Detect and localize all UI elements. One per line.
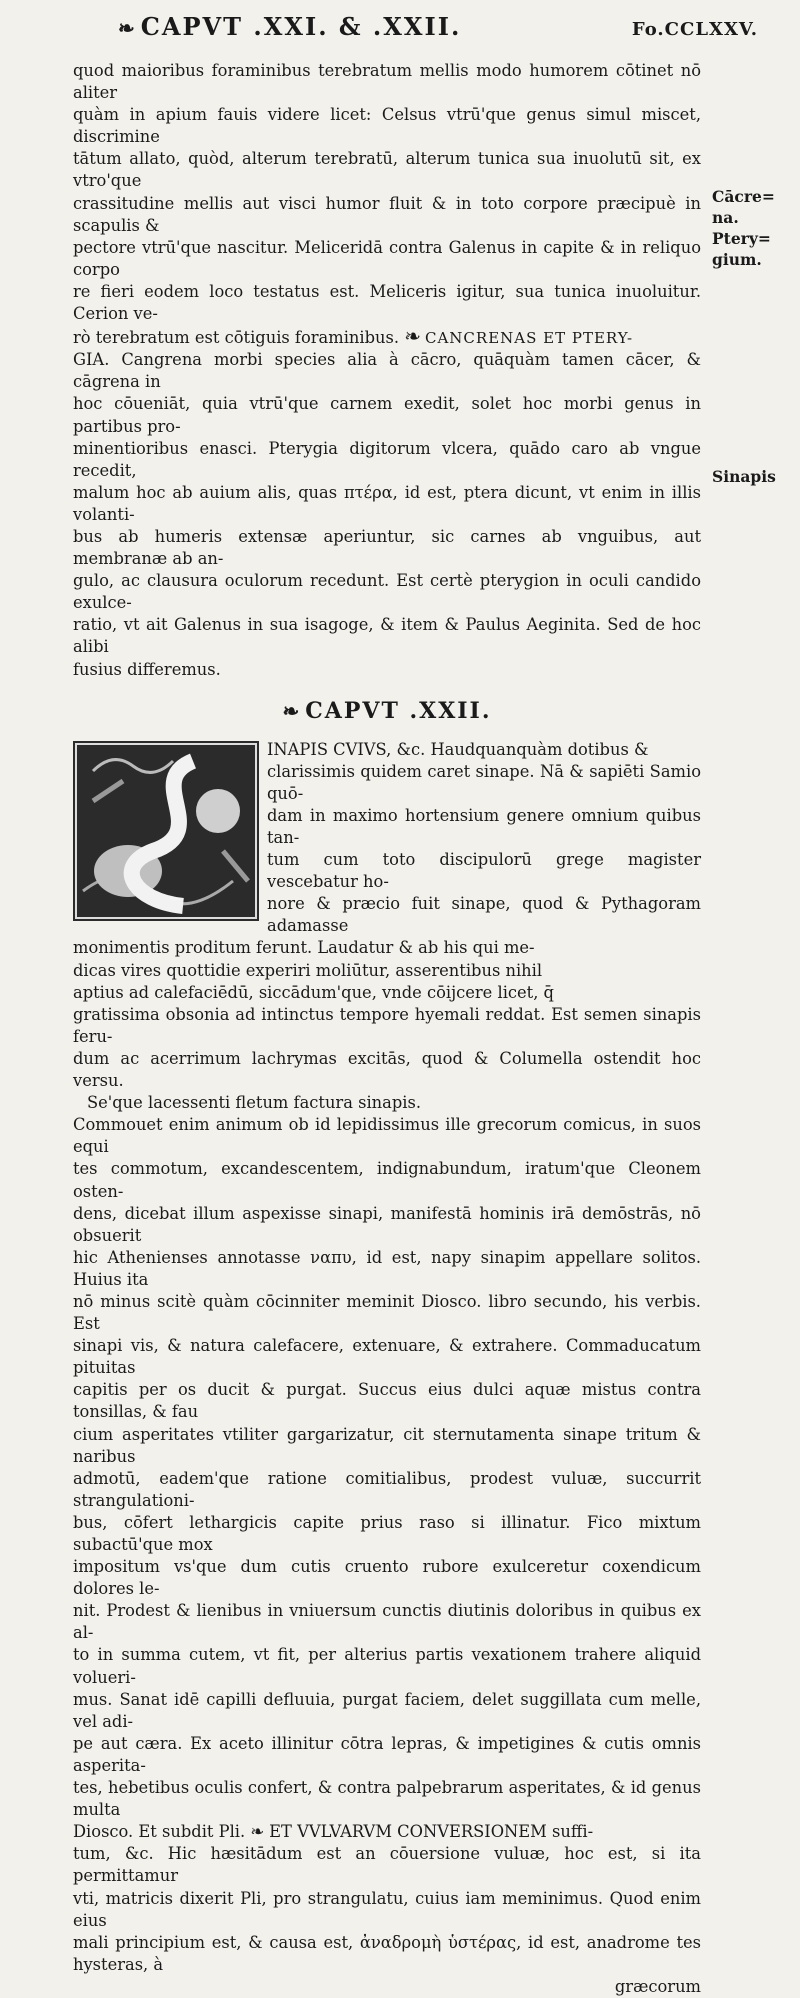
text-line: sinapi vis, & natura calefacere, extenuare, & extrahere. Commaducatum pituitas bbox=[73, 1336, 701, 1378]
margin-line: gium. bbox=[712, 250, 762, 269]
margin-line: na. bbox=[712, 208, 739, 227]
text-line: to in summa cutem, vt fit, per alterius partis vexationem trahere aliquid volueri- bbox=[73, 1645, 701, 1687]
text-line: dicas vires quottidie experiri moliūtur, asserentibus nihil bbox=[73, 960, 543, 980]
text-line: mali principium est, & causa est, ἀναδρομὴ ὑστέρας, id est, anadrome tes hysteras, à bbox=[73, 1932, 701, 1974]
text-line: clarissimis quidem caret sinape. Nā & sapiēti Samio quō- bbox=[267, 761, 701, 803]
text-line: mus. Sanat idē capilli defluuia, purgat faciem, delet suggillata cum melle, vel adi- bbox=[73, 1689, 701, 1731]
text-line: capitis per os ducit & purgat. Succus eius dulci aquæ mistus contra tonsillas, & fau bbox=[73, 1380, 701, 1422]
text-line bbox=[73, 325, 701, 349]
decorated-initial-s bbox=[73, 741, 259, 921]
text-line: dum ac acerrimum lachrymas excitās, quod & Columella ostendit hoc versu. bbox=[73, 1048, 701, 1091]
text-line: nore & præcio fuit sinape, quod & Pythagoram adamasse bbox=[267, 894, 701, 936]
text-line: impositum vs'que dum cutis cruento rubore exulceretur coxendicum dolores le- bbox=[73, 1557, 701, 1599]
main-text-block bbox=[73, 60, 701, 1998]
text-line: vti, matricis dixerit Pli, pro strangulatu, cuius iam meminimus. Quod enim eius bbox=[73, 1888, 701, 1930]
text-line: tes, hebetibus oculis confert, & contra palpebrarum asperitates, & id genus multa bbox=[73, 1778, 701, 1820]
text-line: Diosco. Et subdit Pli. ❧ ET VVLVARVM CONVERSIONEM suffi- bbox=[73, 1822, 594, 1842]
text-line: pe aut cæra. Ex aceto illinitur cōtra lepras, & impetigines & cutis omnis asperita- bbox=[73, 1733, 701, 1775]
text-line: ratio, vt ait Galenus in sua isagoge, & item & Paulus Aeginita. Sed de hoc alibi bbox=[73, 615, 701, 657]
text-line: tum, &c. Hic hæsitādum est an cōuersione vuluæ, hoc est, si ita permittamur bbox=[73, 1844, 701, 1886]
text-fragment: rò terebratum est cōtiguis foraminibus. bbox=[73, 328, 400, 348]
text-line: quod maioribus foraminibus terebratum mellis modo humorem cōtinet nō aliter bbox=[73, 61, 701, 103]
text-line: Commouet enim animum ob id lepidissimus ille grecorum comicus, in suos equi bbox=[73, 1115, 701, 1157]
chapter-heading: ❧ CAPVT .XXII. bbox=[282, 697, 492, 724]
text-line: bus, cōfert lethargicis capite prius raso si illinatur. Fico mixtum subactū'que mox bbox=[73, 1512, 701, 1554]
text-line: nit. Prodest & lienibus in vniuersum cunctis diutinis doloribus in quibus ex al- bbox=[73, 1601, 701, 1643]
folio-number: Fo.CCLXXV. bbox=[631, 19, 758, 40]
fleuron-icon: ❧ bbox=[282, 698, 302, 723]
text-line: crassitudine mellis aut visci humor fluit & in toto corpore præcipuè in scapulis & bbox=[73, 193, 701, 235]
text-line: fusius differemus. bbox=[73, 659, 221, 679]
fleuron-icon: ❧ bbox=[404, 324, 421, 349]
margin-line: Cācre= bbox=[712, 187, 775, 206]
text-line: tum cum toto discipulorū grege magister vescebatur ho- bbox=[267, 850, 701, 892]
text-line: tātum allato, quòd, alterum terebratū, alterum tunica sua inuolutū sit, ex vtro'que bbox=[73, 149, 701, 191]
text-line: dam in maximo hortensium genere omnium quibus tan- bbox=[267, 805, 701, 847]
text-line: hoc cōueniāt, quia vtrū'que carnem exedit, solet hoc morbi genus in partibus pro- bbox=[73, 394, 701, 436]
fleuron-icon: ❧ bbox=[118, 16, 137, 40]
text-line: tes commotum, excandescentem, indignabundum, iratum'que Cleonem osten- bbox=[73, 1159, 701, 1201]
text-line: admotū, eadem'que ratione comitialibus, prodest vuluæ, succurrit strangulationi- bbox=[73, 1468, 701, 1510]
text-line: minentioribus enasci. Pterygia digitorum vlcera, quādo caro ab vngue recedit, bbox=[73, 438, 701, 480]
catchword: græcorum bbox=[614, 1976, 701, 1996]
text-line: hic Athenienses annotasse ναπυ, id est, napy sinapim appellare solitos. Huius ita bbox=[73, 1247, 701, 1289]
margin-line: Sinapis bbox=[712, 467, 776, 486]
text-line: quàm in apium fauis videre licet: Celsus vtrū'que genus simul miscet, discrimine bbox=[73, 105, 701, 147]
margin-line: Ptery= bbox=[712, 229, 771, 248]
text-line: nō minus scitè quàm cōcinniter meminit Diosco. libro secundo, his verbis. Est bbox=[73, 1291, 701, 1334]
text-line: re fieri eodem loco testatus est. Meliceris igitur, sua tunica inuoluitur. Cerion ve- bbox=[73, 281, 701, 324]
text-line: GIA. Cangrena morbi species alia à cācro, quāquàm tamen cācer, & cāgrena in bbox=[73, 350, 701, 392]
text-line: gulo, ac clausura oculorum recedunt. Est certè pterygion in oculi candido exulce- bbox=[73, 571, 701, 613]
running-title: ❧ CAPVT .XXI. & .XXII. bbox=[118, 12, 462, 41]
marginal-note-cancrena bbox=[712, 186, 796, 270]
text-line: cium asperitates vtiliter gargarizatur, cit sternutamenta sinape tritum & naribus bbox=[73, 1424, 701, 1466]
text-line: aptius ad calefaciēdū, siccādum'que, vnde cōijcere licet, q̄ bbox=[73, 982, 554, 1002]
section-heading-cancrenas: CANCRENAS ET PTERY- bbox=[424, 329, 634, 348]
text-line: malum hoc ab auium alis, quas πτέρα, id est, ptera dicunt, vt enim in illis volanti- bbox=[73, 482, 701, 524]
woodcut-initial-icon bbox=[73, 741, 259, 921]
running-head bbox=[118, 12, 758, 48]
text-line: gratissima obsonia ad intinctus tempore hyemali reddat. Est semen sinapis feru- bbox=[73, 1004, 701, 1046]
text-line: monimentis proditum ferunt. Laudatur & ab his qui me- bbox=[73, 938, 535, 958]
text-line: pectore vtrū'que nascitur. Meliceridā contra Galenus in capite & in reliquo corpo bbox=[73, 237, 701, 279]
text-line: INAPIS CVIVS, &c. Haudquanquàm dotibus & bbox=[267, 739, 649, 759]
text-line: bus ab humeris extensæ aperiuntur, sic carnes ab vnguibus, aut membranæ ab an- bbox=[73, 526, 701, 569]
verse-line: Se'que lacessenti fletum factura sinapis. bbox=[87, 1093, 422, 1113]
marginal-note-sinapis bbox=[712, 466, 796, 487]
text-line: dens, dicebat illum aspexisse sinapi, manifestā hominis irā demōstrās, nō obsuerit bbox=[73, 1203, 701, 1245]
